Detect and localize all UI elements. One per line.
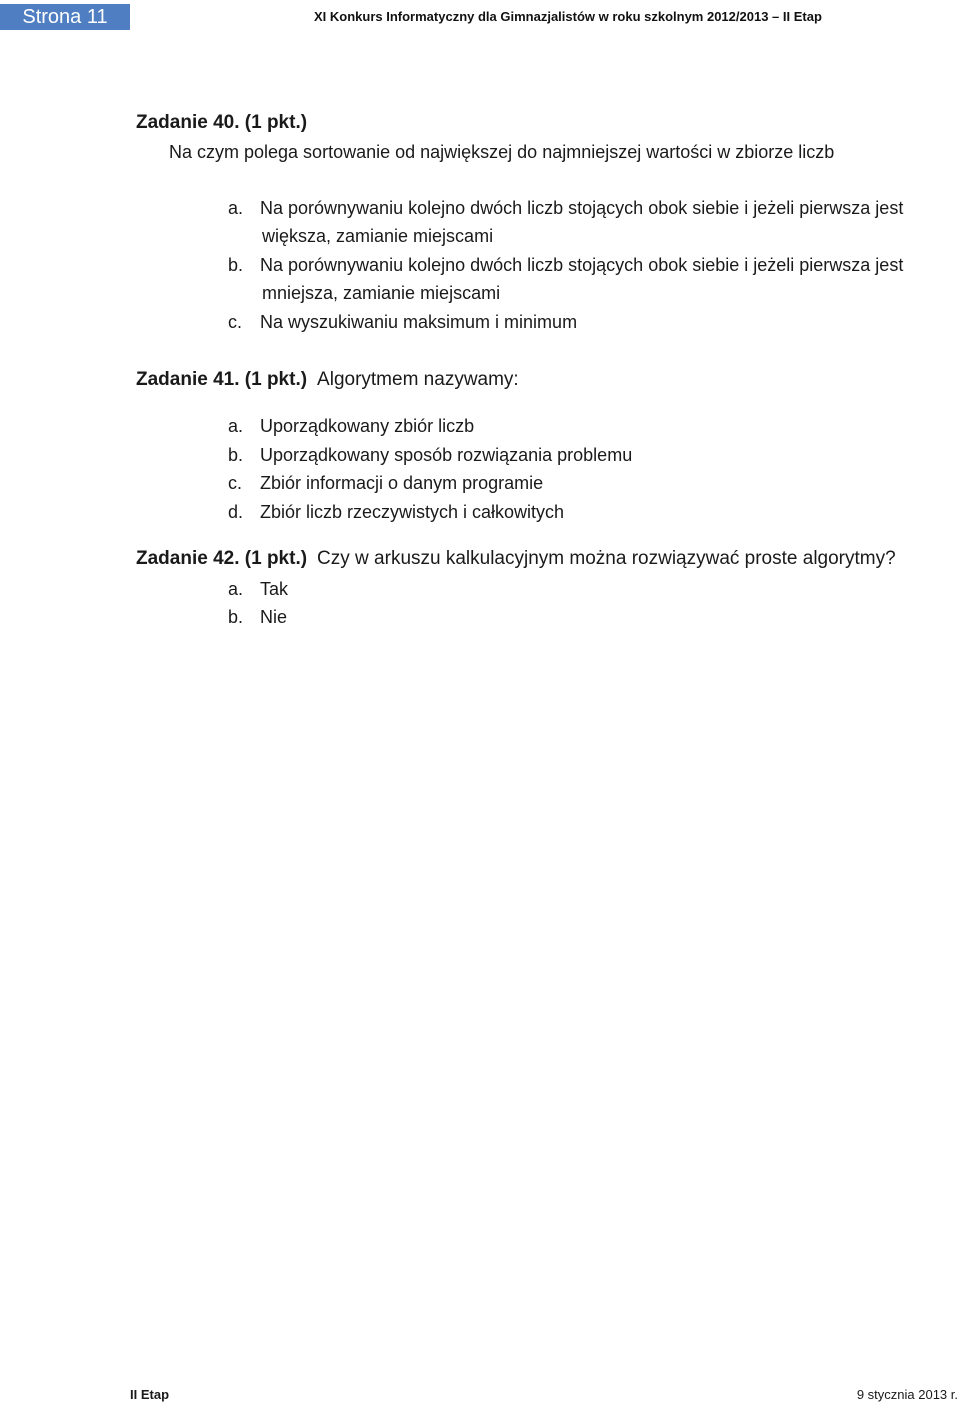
option-text: Na porównywaniu kolejno dwóch liczb stojących obok siebie i jeżeli pierwsza jest (260, 255, 904, 275)
header-title: XI Konkurs Informatyczny dla Gimnazjalistów w roku szkolnym 2012/2013 – II Etap (314, 9, 822, 24)
task-41-question: Algorytmem nazywamy: (317, 369, 519, 390)
option-letter: d. (228, 502, 244, 522)
option-text: Zbiór informacji o danym programie (260, 473, 544, 493)
option-text: Uporządkowany zbiór liczb (260, 416, 475, 436)
task-40-option-a[interactable] (228, 194, 948, 250)
task-42-title-label: Zadanie 42. (1 pkt.) (136, 548, 308, 569)
task-41-title-label: Zadanie 41. (1 pkt.) (136, 369, 308, 390)
option-text-continued: mniejsza, zamianie miejscami (262, 283, 501, 303)
footer-date: 9 stycznia 2013 r. (856, 1387, 958, 1402)
task-42-title (136, 548, 896, 570)
option-letter: b. (228, 607, 244, 627)
footer-stage: II Etap (130, 1387, 170, 1402)
option-letter: a. (228, 198, 244, 218)
option-letter: a. (228, 579, 244, 599)
option-letter: a. (228, 416, 244, 436)
option-text: Uporządkowany sposób rozwiązania problemu (260, 445, 633, 465)
option-letter: c. (228, 312, 243, 332)
option-text: Zbiór liczb rzeczywistych i całkowitych (260, 502, 565, 522)
task-40-option-b[interactable] (228, 251, 948, 307)
task-41-option-d[interactable] (228, 498, 948, 526)
task-41-option-b[interactable] (228, 441, 948, 469)
task-40-title: Zadanie 40. (1 pkt.) (136, 112, 308, 133)
task-40-question: Na czym polega sortowanie od największej do najmniejszej wartości w zbiorze liczb (169, 142, 835, 162)
task-42-option-a[interactable] (228, 575, 948, 603)
option-text-continued: większa, zamianie miejscami (262, 226, 494, 246)
task-42-option-b[interactable] (228, 603, 948, 631)
task-42-question: Czy w arkuszu kalkulacyjnym można rozwiązywać proste algorytmy? (317, 548, 896, 569)
task-40-option-c[interactable] (228, 308, 948, 336)
task-41-option-a[interactable] (228, 412, 948, 440)
option-letter: b. (228, 255, 244, 275)
option-letter: b. (228, 445, 244, 465)
option-letter: c. (228, 473, 243, 493)
task-41-option-c[interactable] (228, 469, 948, 497)
task-41-title (136, 369, 519, 391)
page-number-badge: Strona 11 (0, 4, 130, 30)
option-text: Tak (260, 579, 289, 599)
option-text: Nie (260, 607, 288, 627)
option-text: Na porównywaniu kolejno dwóch liczb stojących obok siebie i jeżeli pierwsza jest (260, 198, 904, 218)
option-text: Na wyszukiwaniu maksimum i minimum (260, 312, 578, 332)
